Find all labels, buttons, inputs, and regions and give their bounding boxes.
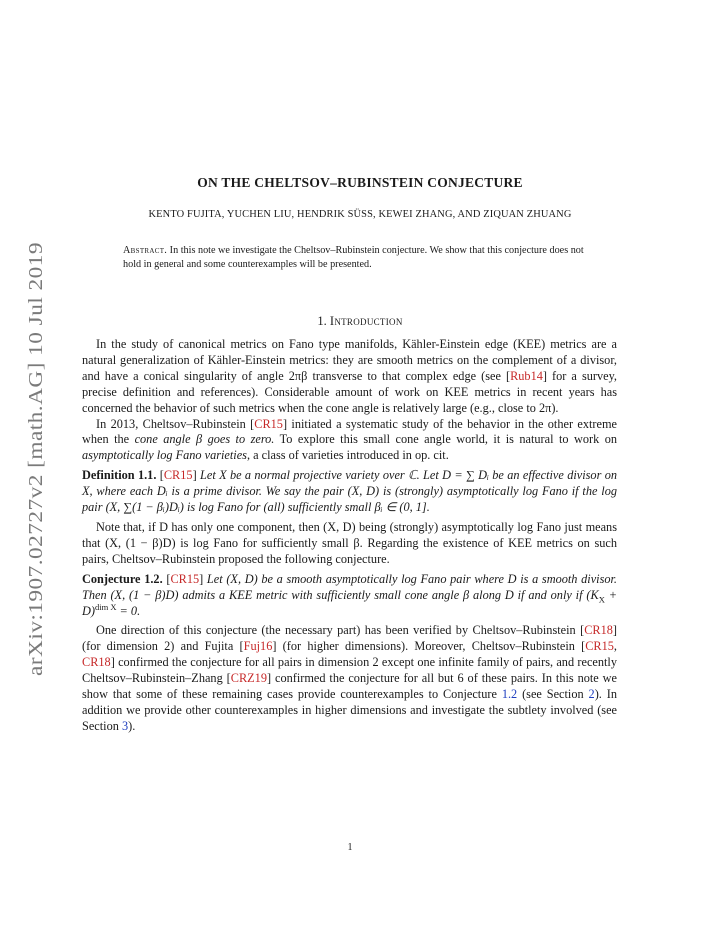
citation-link[interactable]: CR15 [254, 416, 283, 431]
body-text [82, 337, 617, 735]
citation-link[interactable]: CR15 [585, 639, 614, 654]
conjecture-block: Conjecture 1.2. [CR15] Let (X, D) be a smooth asymptotically log Fano pair where D is a smooth divisor. Then (X, (1 − β)D) admits a KEE metric with sufficiently small cone angle β along D if and only if $(K_X + D)^{dim X} = 0$. [82, 571, 618, 618]
paragraph: In the study of canonical metrics on Fano type manifolds, Kähler-Einstein edge (KEE) metrics are a natural generalization of Kähler-Einstein metrics: they are smooth metrics on the complement of a divisor, and have a conical singularity of angle 2πβ transverse to that complex edge (see [Rub14] for a survey, precise definition and references). Considerable amount of work on KEE metrics in recent years has concerned the behavior of such metrics when the cone angle is relatively large (e.g., close to 2π). [82, 337, 617, 415]
abstract-text: In this note we investigate the Cheltsov–Rubinstein conjecture. We show that this conjecture does not hold in general and some counterexamples will be presented. [123, 245, 584, 270]
citation-link[interactable]: CR15 [170, 571, 200, 586]
citation-link[interactable]: CRZ19 [230, 671, 267, 686]
citation-link[interactable]: CR18 [584, 623, 613, 638]
paragraph: One direction of this conjecture (the necessary part) has been verified by Cheltsov–Rubinstein [CR18] (for dimension 2) and Fujita [Fuj16] (for higher dimensions). Moreover, Cheltsov–Rubinstein [CR15, CR18] confirmed the conjecture for all pairs in dimension 2 except one infinite family of pairs, and recently Cheltsov–Rubinstein–Zhang [CRZ19] confirmed the conjecture for all but 6 of these pairs. In this note we show that some of these remaining cases provide counterexamples to Conjecture 1.2 (see Section 2). In addition we provide other counterexamples in higher dimensions and investigate the subtlety involved (see Section 3). [82, 623, 617, 733]
arxiv-stamp-text: arXiv:1907.02727v2 [math.AG] 10 Jul 2019 [25, 294, 47, 676]
cross-reference-link[interactable]: 2 [588, 687, 595, 702]
citation-link[interactable]: CR15 [163, 468, 193, 483]
arxiv-identifier-stamp [4, 240, 56, 680]
paragraph: In 2013, Cheltsov–Rubinstein [CR15] initiated a systematic study of the behavior in the other extreme when the cone angle β goes to zero. To explore this small cone angle world, it is natural to work on asymptotically log Fano varieties, a class of varieties introduced in op. cit. [82, 416, 617, 463]
author-list: KENTO FUJITA, YUCHEN LIU, HENDRIK SÜSS, KEWEI ZHANG, AND ZIQUAN ZHUANG [148, 209, 572, 220]
citation-link[interactable]: CR18 [82, 655, 111, 670]
paper-title: ON THE CHELTSOV–RUBINSTEIN CONJECTURE [197, 175, 523, 190]
section-number: 1. [317, 314, 327, 328]
abstract-heading: Abstract. [123, 245, 168, 256]
definition-label: Definition 1.1. [82, 468, 157, 483]
abstract [123, 244, 603, 271]
section-title: Introduction [329, 314, 403, 328]
cross-reference-link[interactable]: 3 [121, 718, 129, 733]
paragraph: Note that, if D has only one component, then (X, D) being (strongly) asymptotically log Fano just means that (X, (1 − β)D) is log Fano for sufficiently small β. Regarding the existence of KEE metrics on such pairs, Cheltsov–Rubinstein proposed the following conjecture. [82, 519, 617, 566]
cross-reference-link[interactable]: 1.2 [501, 687, 518, 702]
citation-link[interactable]: Rub14 [510, 368, 543, 383]
section-heading [0, 314, 720, 329]
page-number: 1 [347, 842, 353, 853]
citation-link[interactable]: Fuj16 [243, 639, 273, 654]
conjecture-label: Conjecture 1.2. [82, 571, 163, 586]
definition-block: Definition 1.1. [CR15] Let X be a normal projective variety over ℂ. Let D = ∑ Dᵢ be an effective divisor on X, where each Dᵢ is a prime divisor. We say the pair (X, D) is (strongly) asymptotically log Fano if the log pair (X, ∑(1 − βᵢ)Dᵢ) is log Fano for (all) sufficiently small βᵢ ∈ (0, 1]. [82, 468, 618, 515]
